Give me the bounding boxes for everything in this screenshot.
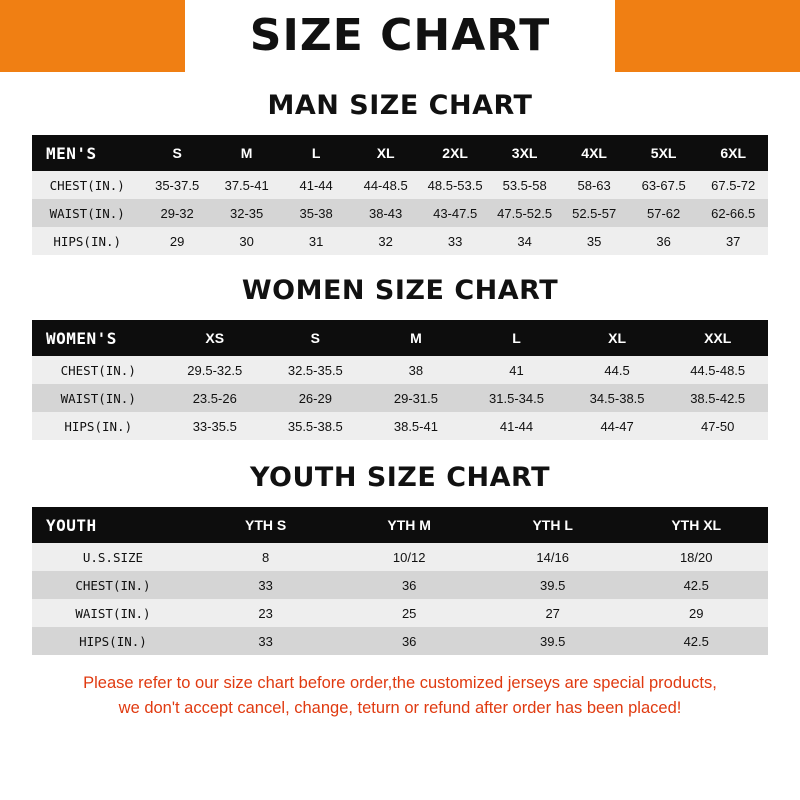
table-header-cell: M	[212, 135, 282, 171]
youth-chart-wrap	[0, 507, 800, 655]
table-row	[32, 356, 768, 384]
table-cell: 31.5-34.5	[466, 384, 567, 412]
table-cell: 37.5-41	[212, 171, 282, 199]
table-cell: 41	[466, 356, 567, 384]
table-header-cell: YTH XL	[624, 507, 768, 543]
table-cell: 42.5	[624, 627, 768, 655]
table-cell: 8	[194, 543, 338, 571]
table-cell: 32-35	[212, 199, 282, 227]
table-header-cell: M	[366, 320, 467, 356]
table-cell: 41-44	[281, 171, 351, 199]
table-header-cell: 6XL	[698, 135, 768, 171]
table-header-cell: L	[281, 135, 351, 171]
table-cell: 57-62	[629, 199, 699, 227]
table-cell: 38	[366, 356, 467, 384]
table-header-cell: S	[142, 135, 212, 171]
table-cell: 29	[624, 599, 768, 627]
table-cell: 44.5-48.5	[667, 356, 768, 384]
table-cell: 39.5	[481, 627, 625, 655]
table-cell: 32.5-35.5	[265, 356, 366, 384]
table-cell: 35-37.5	[142, 171, 212, 199]
table-header-cell: XL	[567, 320, 668, 356]
table-cell: 42.5	[624, 571, 768, 599]
man-chart-wrap	[0, 135, 800, 255]
table-cell: 23.5-26	[164, 384, 265, 412]
table-header-cell: YTH L	[481, 507, 625, 543]
table-row	[32, 199, 768, 227]
table-row	[32, 571, 768, 599]
header-banner	[0, 0, 800, 72]
table-cell: 35	[559, 227, 629, 255]
youth-size-table	[32, 507, 768, 655]
row-label: CHEST(IN.)	[32, 171, 142, 199]
table-cell: 36	[337, 627, 481, 655]
table-cell: 44.5	[567, 356, 668, 384]
women-section-title: WOMEN SIZE CHART	[241, 275, 559, 306]
table-cell: 30	[212, 227, 282, 255]
table-row	[32, 627, 768, 655]
table-header-cell: 3XL	[490, 135, 560, 171]
table-cell: 58-63	[559, 171, 629, 199]
man-size-table	[32, 135, 768, 255]
table-cell: 38-43	[351, 199, 421, 227]
table-cell: 29-31.5	[366, 384, 467, 412]
table-cell: 25	[337, 599, 481, 627]
table-cell: 36	[629, 227, 699, 255]
row-label: HIPS(IN.)	[32, 412, 164, 440]
table-header-row	[32, 320, 768, 356]
table-cell: 27	[481, 599, 625, 627]
table-cell: 67.5-72	[698, 171, 768, 199]
disclaimer-line-2: we don't accept cancel, change, teturn or refund after order has been placed!	[118, 698, 682, 717]
row-label: CHEST(IN.)	[32, 571, 194, 599]
table-cell: 33	[194, 571, 338, 599]
table-row	[32, 543, 768, 571]
table-cell: 47-50	[667, 412, 768, 440]
table-cell: 31	[281, 227, 351, 255]
table-cell: 33-35.5	[164, 412, 265, 440]
table-cell: 38.5-41	[366, 412, 467, 440]
table-header-cell: 5XL	[629, 135, 699, 171]
row-label: WAIST(IN.)	[32, 599, 194, 627]
row-label: WAIST(IN.)	[32, 199, 142, 227]
row-label: WAIST(IN.)	[32, 384, 164, 412]
table-header-cell: WOMEN'S	[32, 320, 164, 356]
women-size-table	[32, 320, 768, 440]
table-cell: 35.5-38.5	[265, 412, 366, 440]
row-label: HIPS(IN.)	[32, 227, 142, 255]
table-cell: 48.5-53.5	[420, 171, 490, 199]
table-cell: 36	[337, 571, 481, 599]
table-cell: 53.5-58	[490, 171, 560, 199]
table-cell: 44-47	[567, 412, 668, 440]
table-cell: 38.5-42.5	[667, 384, 768, 412]
table-cell: 18/20	[624, 543, 768, 571]
row-label: U.S.SIZE	[32, 543, 194, 571]
women-chart-wrap	[0, 320, 800, 440]
table-header-cell: YTH M	[337, 507, 481, 543]
table-header-cell: XS	[164, 320, 265, 356]
table-cell: 41-44	[466, 412, 567, 440]
table-header-row	[32, 507, 768, 543]
table-header-cell: XL	[351, 135, 421, 171]
table-cell: 39.5	[481, 571, 625, 599]
table-row	[32, 384, 768, 412]
table-header-cell: L	[466, 320, 567, 356]
man-section-title: MAN SIZE CHART	[267, 90, 533, 121]
table-cell: 23	[194, 599, 338, 627]
table-header-cell: XXL	[667, 320, 768, 356]
table-row	[32, 171, 768, 199]
table-header-cell: YTH S	[194, 507, 338, 543]
table-cell: 43-47.5	[420, 199, 490, 227]
disclaimer-note	[0, 671, 800, 721]
table-cell: 47.5-52.5	[490, 199, 560, 227]
table-cell: 26-29	[265, 384, 366, 412]
youth-section-title: YOUTH SIZE CHART	[249, 462, 551, 493]
table-cell: 34	[490, 227, 560, 255]
table-row	[32, 412, 768, 440]
disclaimer-line-1: Please refer to our size chart before order,the customized jerseys are special products,	[83, 674, 717, 692]
table-cell: 33	[420, 227, 490, 255]
table-cell: 63-67.5	[629, 171, 699, 199]
table-cell: 10/12	[337, 543, 481, 571]
table-header-cell: 4XL	[559, 135, 629, 171]
table-cell: 52.5-57	[559, 199, 629, 227]
table-header-cell: YOUTH	[32, 507, 194, 543]
table-cell: 62-66.5	[698, 199, 768, 227]
table-cell: 29-32	[142, 199, 212, 227]
table-cell: 33	[194, 627, 338, 655]
table-cell: 34.5-38.5	[567, 384, 668, 412]
table-cell: 29.5-32.5	[164, 356, 265, 384]
table-cell: 14/16	[481, 543, 625, 571]
page-title: SIZE CHART	[249, 10, 551, 61]
table-cell: 29	[142, 227, 212, 255]
row-label: CHEST(IN.)	[32, 356, 164, 384]
table-cell: 44-48.5	[351, 171, 421, 199]
table-header-cell: MEN'S	[32, 135, 142, 171]
table-row	[32, 227, 768, 255]
table-row	[32, 599, 768, 627]
table-header-row	[32, 135, 768, 171]
table-cell: 35-38	[281, 199, 351, 227]
table-cell: 32	[351, 227, 421, 255]
table-header-cell: 2XL	[420, 135, 490, 171]
table-header-cell: S	[265, 320, 366, 356]
row-label: HIPS(IN.)	[32, 627, 194, 655]
table-cell: 37	[698, 227, 768, 255]
